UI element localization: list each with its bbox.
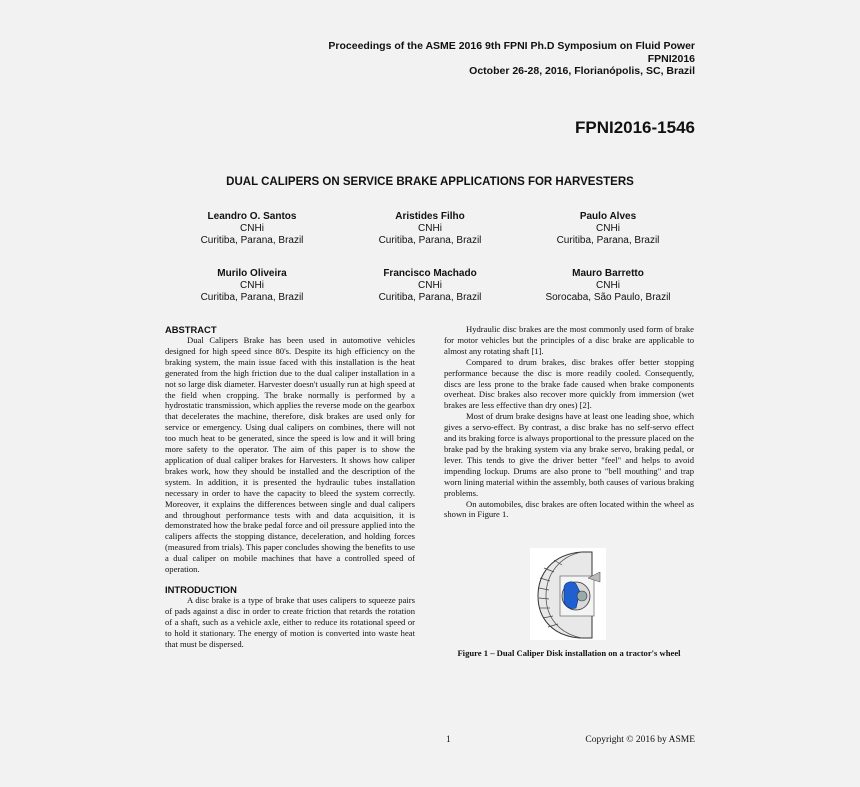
axle-hub [577,591,587,601]
author-block [162,268,342,304]
author-name: Leandro O. Santos [207,211,297,222]
author-name: Aristides Filho [395,211,465,222]
abstract-heading: ABSTRACT [165,324,217,335]
body-paragraph: Most of drum brake designs have at least one leading shoe, which gives a servo-effect. By contrast, a disc brake has no self-servo effect and its braking force is always proportional to the pressure placed on the brake pad by the braking system via any brake servo, braking pedal, or lever. This tends to give the driver better "feel" and helps to avoid impending lockup. Drums are also prone to "bell mouthing" and trap worn lining material within the assembly, both causes of various braking problems. [444,411,694,498]
proceedings-header [328,40,695,78]
copyright-notice: Copyright © 2016 by ASME [585,735,695,745]
author-location: Curitiba, Parana, Brazil [378,292,482,303]
author-location: Curitiba, Parana, Brazil [200,235,304,246]
author-location: Curitiba, Parana, Brazil [200,292,304,303]
author-name: Murilo Oliveira [217,268,287,279]
body-paragraph: On automobiles, disc brakes are often located within the wheel as shown in Figure 1. [444,498,694,520]
author-name: Francisco Machado [383,268,477,279]
tractor-wheel-illustration [530,548,606,640]
author-block [340,211,520,247]
author-org: CNHi [240,223,264,234]
body-paragraph: Hydraulic disc brakes are the most commonly used form of brake for motor vehicles but the principles of a disc brake are applicable to almost any rotating shaft [1]. [444,324,694,356]
author-block [518,268,698,304]
introduction-heading: INTRODUCTION [165,583,237,595]
paper-id: FPNI2016-1546 [574,118,695,137]
author-name: Paulo Alves [579,211,637,222]
abstract-paragraph: Dual Calipers Brake has been used in automotive vehicles designed for high speed since 80's. Despite its high efficiency on the braking system, the main issue faced with this installation is the heat generated from the high friction due to the dual caliper installation in a not so large disk diameter. Harvester doesn't usually run at high speed at the field when cropping. The brake normally is performed by a hydrostatic transmission, which applies the reverse mode on the gearbox that decelerates the machine, therefore, disk brakes are used only for service or emergency. Using dual calipers on combines, there will not too much heat to be generated, since the speed is low and it will bring more safety to the operator. The aim of this paper is to show the application of dual caliper brakes for Harvesters. It shows how caliper brakes work, how they should be installed and the description of the system. In addition, it is presented the hydraulic tubes installation necessary in order to have the capacity to bleed the system correctly. Moreover, it explains the differences between single and dual calipers and throughout performance tests with and data acquisition, it is demonstrated how the brake pedal force and oil pressure applied into the calipers affects the stopping distance, deceleration, and holding forces (measured from trials). This paper concludes showing the benefits to use a dual caliper on mobile machines that have a controlled speed of operation. [165,335,415,575]
author-org: CNHi [596,223,620,234]
introduction-paragraph: A disc brake is a type of brake that uses calipers to squeeze pairs of pads against a disc in order to create friction that retards the rotation of a shaft, such as a vehicle axle, either to reduce its rotational speed or to hold it stationary. The energy of motion is converted into waste heat that must be dispersed. [165,594,415,649]
author-org: CNHi [418,223,442,234]
author-name: Mauro Barretto [572,268,644,279]
author-org: CNHi [596,280,620,291]
author-block [340,268,520,304]
author-org: CNHi [240,280,264,291]
left-column [165,324,415,649]
body-paragraph: Compared to drum brakes, disc brakes offer better stopping performance because the disc is more readily cooled. Consequently, discs are less prone to the brake fade caused when brake components overheat. Disc brakes also recover more quickly from immersion (wet brakes are less effective than dry ones) [2]. [444,356,694,411]
author-location: Curitiba, Parana, Brazil [378,235,482,246]
author-block [518,211,698,247]
figure-caption: Figure 1 – Dual Caliper Disk installation on a tractor's wheel [457,648,681,658]
author-org: CNHi [418,280,442,291]
right-column [444,324,694,520]
proceedings-line-2: FPNI2016 [647,52,695,65]
paper-title: DUAL CALIPERS ON SERVICE BRAKE APPLICATIONS FOR HARVESTERS [226,176,634,188]
page-number: 1 [446,735,451,745]
author-location: Curitiba, Parana, Brazil [556,235,660,246]
proceedings-line-3: October 26-28, 2016, Florianópolis, SC, Brazil [469,65,695,77]
proceedings-line-1: Proceedings of the ASME 2016 9th FPNI Ph.D Symposium on Fluid Power [328,40,695,52]
figure-1 [530,548,606,640]
author-location: Sorocaba, São Paulo, Brazil [545,292,671,303]
author-block [162,211,342,247]
